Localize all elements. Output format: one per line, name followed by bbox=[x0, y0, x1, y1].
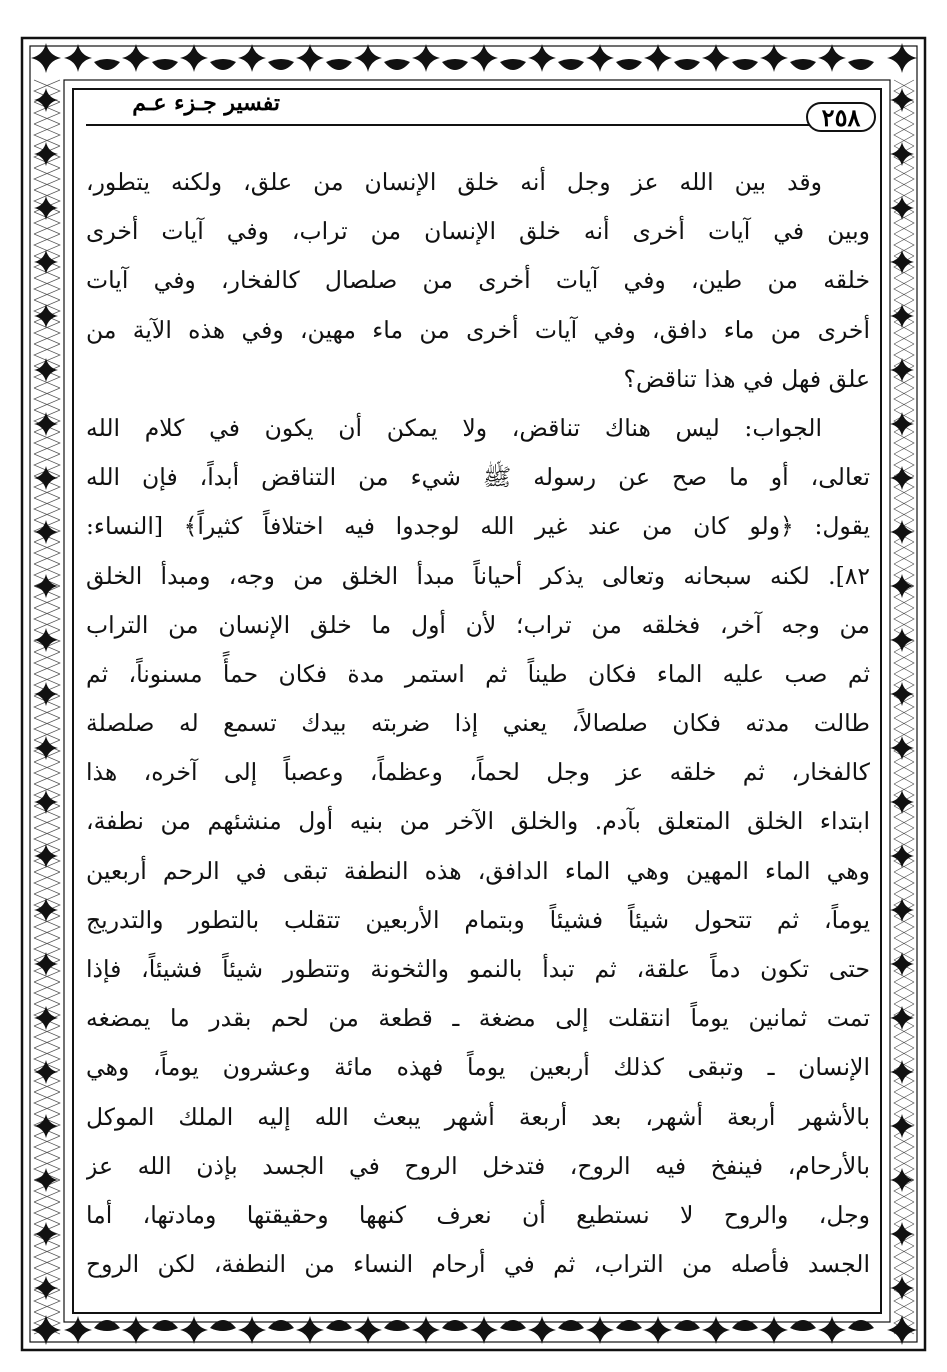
star-ornament bbox=[586, 1316, 614, 1344]
text-line: ثم صب عليه الماء فكان طيناً ثم استمر مدة فكان حمأً مسنوناً، ثم bbox=[86, 659, 870, 688]
star-ornament bbox=[702, 1316, 730, 1344]
text-line: الجواب: ليس هناك تناقض، ولا يمكن أن يكون في كلام الله bbox=[86, 413, 822, 442]
star-ornament bbox=[238, 1316, 266, 1344]
drop-ornament bbox=[790, 59, 816, 70]
star-ornament bbox=[890, 466, 914, 490]
star-ornament bbox=[34, 1060, 58, 1084]
star-ornament bbox=[31, 1315, 61, 1345]
drop-ornament bbox=[500, 59, 526, 70]
drop-ornament bbox=[268, 59, 294, 70]
header-rule bbox=[86, 124, 810, 126]
book-title: تفسير جـزء عـم bbox=[132, 90, 280, 116]
page-number: ٢٥٨ bbox=[821, 102, 861, 132]
text-line: أخرى من ماء دافق، وفي آيات أخرى من ماء مهين، وفي هذه الآية من bbox=[86, 315, 870, 344]
star-ornament bbox=[34, 682, 58, 706]
drop-ornament bbox=[210, 59, 236, 70]
drop-ornament bbox=[674, 59, 700, 70]
drop-ornament bbox=[152, 59, 178, 70]
text-line: يوماً، ثم تتحول شيئاً فشيئاً وبتمام الأربعين تتقلب بالتطور والتدريج bbox=[86, 905, 870, 934]
text-line: طالت مدته فكان صلصالاً، يعني إذا ضربته بيدك تسمع له صلصلة bbox=[86, 709, 870, 738]
star-ornament bbox=[644, 1316, 672, 1344]
star-ornament bbox=[760, 44, 788, 72]
star-ornament bbox=[702, 44, 730, 72]
drop-ornament bbox=[384, 59, 410, 70]
star-ornament bbox=[180, 1316, 208, 1344]
star-ornament bbox=[354, 1316, 382, 1344]
drop-ornament bbox=[616, 59, 642, 70]
star-ornament bbox=[34, 1006, 58, 1030]
text-line: تعالى، أو ما صح عن رسوله ﷺ شيء من التناقض أبداً، فإن الله bbox=[86, 463, 870, 492]
text-line: وجل، والروح لا نستطيع أن نعرف كنهها وحقيقتها ومادتها، أما bbox=[86, 1200, 870, 1229]
star-ornament bbox=[412, 44, 440, 72]
star-ornament bbox=[890, 196, 914, 220]
drop-ornament bbox=[558, 59, 584, 70]
text-line: ٨٢]. لكنه سبحانه وتعالى يذكر أحياناً مبدأ الخلق من وجه، ومبدأ الخلق bbox=[86, 561, 870, 590]
star-ornament bbox=[296, 1316, 324, 1344]
text-line: وقد بين الله عز وجل أنه خلق الإنسان من علق، ولكنه يتطور، bbox=[86, 168, 822, 196]
star-ornament bbox=[890, 844, 914, 868]
star-ornament bbox=[887, 43, 917, 73]
star-ornament bbox=[34, 466, 58, 490]
star-ornament bbox=[890, 790, 914, 814]
star-ornament bbox=[296, 44, 324, 72]
star-ornament bbox=[890, 574, 914, 598]
text-line: تمت ثمانين يوماً انتقلت إلى مضغة ـ قطعة من لحم بقدر ما يمضغه bbox=[86, 1004, 870, 1033]
star-ornament bbox=[34, 412, 58, 436]
star-ornament bbox=[890, 1276, 914, 1300]
text-line: يقول: ﴿ولو كان من عند غير الله لوجدوا فيه اختلافاً كثيراً﴾ [النساء: bbox=[86, 512, 870, 541]
star-ornament bbox=[818, 44, 846, 72]
star-ornament bbox=[528, 44, 556, 72]
drop-ornament bbox=[326, 59, 352, 70]
drop-ornament bbox=[732, 59, 758, 70]
star-ornament bbox=[890, 304, 914, 328]
star-ornament bbox=[34, 736, 58, 760]
star-ornament bbox=[354, 44, 382, 72]
star-ornament bbox=[890, 358, 914, 382]
text-line: من وجه آخر، فخلقه من تراب؛ لأن أول ما خلق الإنسان من التراب bbox=[86, 610, 870, 639]
star-ornament bbox=[122, 44, 150, 72]
page-header bbox=[86, 88, 876, 134]
star-ornament bbox=[890, 1168, 914, 1192]
text-line: وبين في آيات أخرى أنه خلق الإنسان من تراب، وفي آيات أخرى bbox=[86, 217, 870, 246]
text-line: حتى تكون دماً علقة، ثم تبدأ بالنمو والثخونة وتتطور شيئاً فشيئاً، فإذا bbox=[86, 955, 870, 983]
star-ornament bbox=[528, 1316, 556, 1344]
star-ornament bbox=[890, 682, 914, 706]
star-ornament bbox=[34, 142, 58, 166]
star-ornament bbox=[890, 88, 914, 112]
star-ornament bbox=[890, 412, 914, 436]
text-line: الجسد فأصله من التراب، ثم في أرحام النساء من النطفة، لكن الروح bbox=[86, 1250, 870, 1279]
text-line: بالأشهر أربعة أشهر، بعد أربعة أشهر يبعث الله إليه الملك الموكل bbox=[86, 1102, 870, 1131]
text-line: بالأرحام، فينفخ فيه الروح، فتدخل الروح في الجسد بإذن الله عز bbox=[86, 1151, 870, 1180]
star-ornament bbox=[586, 44, 614, 72]
drop-ornament bbox=[848, 59, 874, 70]
star-ornament bbox=[890, 1060, 914, 1084]
star-ornament bbox=[64, 44, 92, 72]
star-ornament bbox=[470, 1316, 498, 1344]
star-ornament bbox=[470, 44, 498, 72]
text-line: ابتداء الخلق المتعلق بآدم. والخلق الآخر من بنيه أول منشئهم من نطفة، bbox=[86, 807, 870, 836]
star-ornament bbox=[760, 1316, 788, 1344]
star-ornament bbox=[34, 88, 58, 112]
star-ornament bbox=[890, 898, 914, 922]
star-ornament bbox=[890, 250, 914, 274]
star-ornament bbox=[887, 1315, 917, 1345]
star-ornament bbox=[238, 44, 266, 72]
text-line: خلقه من طين، وفي آيات أخرى من صلصال كالفخار، وفي آيات bbox=[86, 266, 870, 295]
page-number-badge bbox=[806, 102, 876, 132]
star-ornament bbox=[34, 1276, 58, 1300]
star-ornament bbox=[818, 1316, 846, 1344]
text-line: وهي الماء المهين وهي الماء الدافق، هذه النطفة تبقى في الرحم أربعين bbox=[86, 856, 870, 885]
star-ornament bbox=[644, 44, 672, 72]
drop-ornament bbox=[94, 59, 120, 70]
star-ornament bbox=[180, 44, 208, 72]
text-line: علق فهل في هذا تناقض؟ bbox=[623, 364, 870, 393]
star-ornament bbox=[890, 736, 914, 760]
star-ornament bbox=[890, 1006, 914, 1030]
text-line: كالفخار، ثم خلقه عز وجل لحماً، وعظماً، وعصباً إلى آخره، هذا bbox=[86, 758, 870, 787]
star-ornament bbox=[890, 142, 914, 166]
star-ornament bbox=[122, 1316, 150, 1344]
star-ornament bbox=[412, 1316, 440, 1344]
star-ornament bbox=[64, 1316, 92, 1344]
text-line: الإنسان ـ وتبقى كذلك أربعين يوماً فهذه مائة وعشرون يوماً، وهي bbox=[86, 1053, 870, 1082]
drop-ornament bbox=[442, 59, 468, 70]
star-ornament bbox=[890, 952, 914, 976]
star-ornament bbox=[31, 43, 61, 73]
body-text bbox=[86, 158, 870, 1289]
